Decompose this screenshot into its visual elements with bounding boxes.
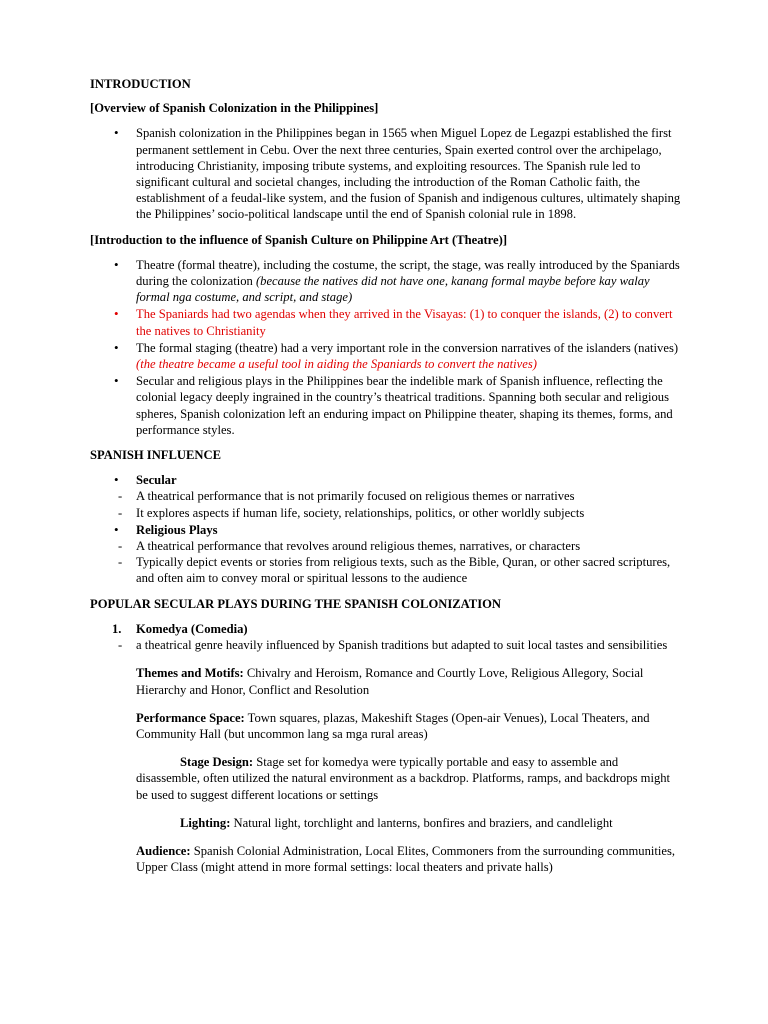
list-item [90, 522, 682, 587]
secular-dash-list [136, 488, 682, 520]
bullet-text: Secular and religious plays in the Philippines bear the indelible mark of Spanish influence, reflecting the colonial legacy deeply ingrained in the country’s theatrical traditions. Spanning both secular and religious spheres, Spanish colonization left an enduring impact on Philippine theater, shaping its themes, forms, and performance styles. [136, 374, 673, 437]
themes-paragraph [136, 665, 682, 697]
bullet-text: The formal staging (theatre) had a very important role in the conversion narratives of the islanders (natives) [136, 340, 679, 355]
bullet-text: Theatre (formal theatre), including the costume, the script, the stage, was really introduced by the Spaniards during the colonization [136, 257, 680, 289]
secular-label: • Secular [136, 473, 177, 488]
spanish-influence-list [90, 472, 682, 586]
themes-label: Themes and Motifs: [136, 666, 244, 681]
list-item [90, 125, 682, 222]
list-item [90, 340, 682, 372]
list-item [90, 306, 682, 338]
religious-dash-list [136, 538, 682, 587]
bullet-text: The Spaniards had two agendas when they arrived in the Visayas: (1) to conquer the islands, (2) to convert the natives to Christianity [136, 307, 673, 338]
overview-list [90, 125, 682, 222]
lighting-paragraph [136, 815, 682, 831]
list-item [90, 257, 682, 306]
dash-item: - It explores aspects if human life, society, relationships, politics, or other worldly subjects [116, 505, 682, 521]
numbered-item-komedya [90, 621, 682, 637]
item-title: Komedya (Comedia) [136, 621, 248, 636]
stage-paragraph [136, 754, 682, 803]
bullet-note: (the theatre became a useful tool in aiding the Spaniards to convert the natives) [136, 357, 537, 372]
lighting-text: Natural light, torchlight and lanterns, bonfires and braziers, and candlelight [230, 815, 613, 830]
item-number: 1. [112, 621, 122, 636]
stage-label: Stage Design: [180, 755, 254, 770]
list-item [90, 373, 682, 438]
dash-item: - A theatrical performance that is not primarily focused on religious themes or narratives [116, 488, 682, 504]
section-heading-influence: [Introduction to the influence of Spanish Culture on Philippine Art (Theatre)] [90, 232, 508, 247]
stage-text: Stage set for komedya were typically portable and easy to assemble and disassemble, often utilized the natural environment as a backdrop. Platforms, ramps, and backdrops might be used to suggest different locations or settings [136, 755, 671, 802]
lighting-label: Lighting: [180, 815, 231, 830]
document-page [90, 76, 682, 875]
bullet-note: (because the natives did not have one, kanang formal maybe before kay walay formal nga costume, and script, and stage) [136, 274, 650, 305]
audience-text: Spanish Colonial Administration, Local Elites, Commoners from the surrounding communities, Upper Class (might attend in more formal settings: local theaters and private halls) [136, 843, 676, 875]
section-heading-overview: [Overview of Spanish Colonization in the Philippines] [90, 101, 379, 116]
influence-list [90, 257, 682, 438]
dash-item: - Typically depict events or stories from religious texts, such as the Bible, Quran, or other sacred scriptures, and often aim to convey moral or spiritual lessons to the audience [116, 554, 682, 586]
space-label: Performance Space: [136, 710, 245, 725]
dash-item: - a theatrical genre heavily influenced by Spanish traditions but adapted to suit local tastes and sensibilities [116, 637, 682, 653]
list-item [90, 472, 682, 521]
komedya-dash-list [136, 637, 682, 653]
religious-label: • Religious Plays [136, 522, 218, 537]
bullet-text: Spanish colonization in the Philippines began in 1565 when Miguel Lopez de Legazpi established the first permanent settlement in Cebu. Over the next three centuries, Spain exerted control over the archipelago, introducing Christianity, imposing tribute systems, and exploiting resources. The Spanish rule led to significant cultural and societal changes, including the introduction of the Roman Catholic faith, the establishment of a feudal-like system, and the fusion of Spanish and indigenous cultures, ultimately shaping the Philippines’ socio-political landscape until the end of Spanish colonial rule in 1898. [136, 126, 681, 222]
themes-text: Chivalry and Heroism, Romance and Courtly Love, Religious Allegory, Social Hierarchy and Honor, Conflict and Resolution [136, 666, 644, 697]
dash-item: - A theatrical performance that revolves around religious themes, narratives, or characters [116, 538, 682, 554]
audience-label: Audience: [136, 843, 191, 858]
section-heading-spanish-influence: SPANISH INFLUENCE [90, 448, 221, 463]
space-paragraph [136, 710, 682, 742]
page-title: INTRODUCTION [90, 77, 191, 91]
audience-paragraph [136, 843, 682, 875]
section-heading-secular-plays: POPULAR SECULAR PLAYS DURING THE SPANISH COLONIZATION [90, 596, 501, 611]
space-text: Town squares, plazas, Makeshift Stages (Open-air Venues), Local Theaters, and Community Hall (but uncommon lang sa mga rural areas) [136, 710, 650, 741]
